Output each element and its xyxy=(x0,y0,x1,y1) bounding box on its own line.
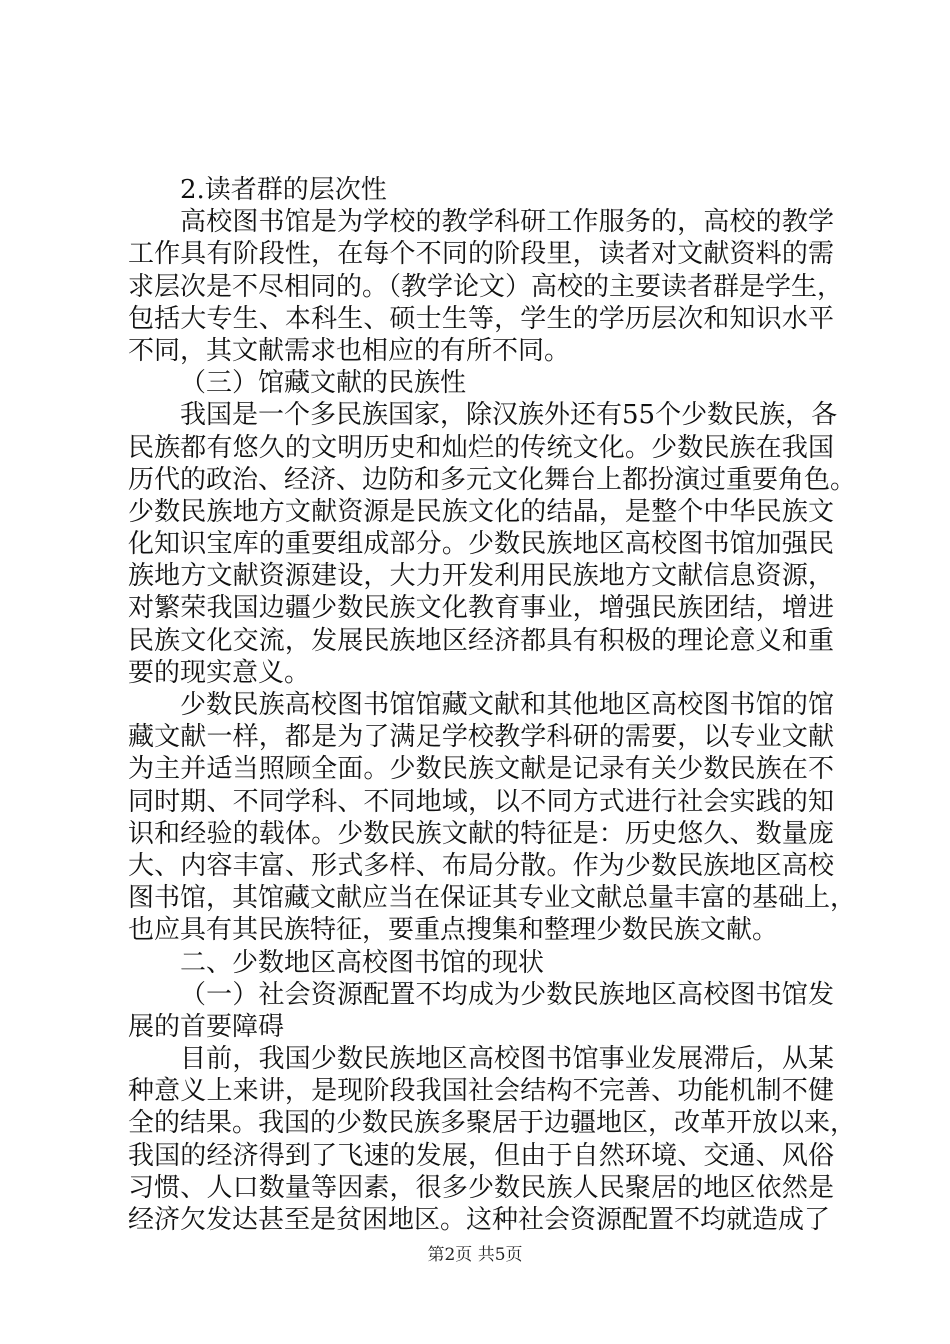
text-line: 展的首要障碍 xyxy=(128,1011,285,1042)
paragraph-ethnic-diversity xyxy=(128,399,857,689)
text-line: 目前，我国少数民族地区高校图书馆事业发展滞后，从某 xyxy=(180,1044,834,1075)
text-line: 经济欠发达甚至是贫困地区。这种社会资源配置不均就造成了 xyxy=(128,1205,831,1235)
text-line: 也应具有其民族特征，要重点搜集和整理少数民族文献。 xyxy=(128,915,779,946)
text-line: （一）社会资源配置不均成为少数民族地区高校图书馆发 xyxy=(180,979,834,1010)
text-line: 工作具有阶段性，在每个不同的阶段里，读者对文献资料的需 xyxy=(128,239,834,270)
paragraph-development-lag xyxy=(128,1043,857,1236)
text-line: 历代的政治、经济、边防和多元文化舞台上都扮演过重要角色。 xyxy=(128,464,857,495)
text-line: 种意义上来讲，是现阶段我国社会结构不完善、功能机制不健 xyxy=(128,1076,834,1107)
text-line: 为主并适当照顾全面。少数民族文献是记录有关少数民族在不 xyxy=(128,754,834,785)
text-line: 大、内容丰富、形式多样、布局分散。作为少数民族地区高校 xyxy=(128,850,834,881)
text-line: 同时期、不同学科、不同地域，以不同方式进行社会实践的知 xyxy=(128,786,834,817)
text-line: 少数民族高校图书馆馆藏文献和其他地区高校图书馆的馆 xyxy=(180,690,834,720)
text-line: 高校图书馆是为学校的教学科研工作服务的，高校的教学 xyxy=(180,207,834,238)
text-line: 二、少数地区高校图书馆的现状 xyxy=(180,947,545,978)
text-line: 我国的经济得到了飞速的发展，但由于自然环境、交通、风俗 xyxy=(128,1140,834,1171)
text-line: （三）馆藏文献的民族性 xyxy=(180,368,467,399)
text-line: 我国是一个多民族国家，除汉族外还有55个少数民族，各 xyxy=(180,400,838,431)
page-number: 第2页 共5页 xyxy=(427,1245,523,1265)
paragraph-reader-levels xyxy=(128,206,844,367)
heading-current-status xyxy=(128,947,834,979)
text-line: 识和经验的载体。少数民族文献的特征是：历史悠久、数量庞 xyxy=(128,818,834,849)
heading-resource-allocation xyxy=(128,979,834,1043)
text-line: 不同，其文献需求也相应的有所不同。 xyxy=(128,335,571,366)
text-line: 族地方文献资源建设，大力开发利用民族地方文献信息资源， xyxy=(128,561,834,592)
text-line: 对繁荣我国边疆少数民族文化教育事业，增强民族团结，增进 xyxy=(128,593,834,624)
text-line: 要的现实意义。 xyxy=(128,657,311,688)
heading-reader-levels xyxy=(128,174,834,206)
paragraph-collection-features xyxy=(128,689,857,947)
text-line: 习惯、人口数量等因素，很多少数民族人民聚居的地区依然是 xyxy=(128,1172,834,1203)
text-line: 少数民族地方文献资源是民族文化的结晶，是整个中华民族文 xyxy=(128,496,834,527)
heading-ethnic-collection xyxy=(128,367,834,399)
text-line: 全的结果。我国的少数民族多聚居于边疆地区，改革开放以来， xyxy=(128,1108,857,1139)
text-line: 藏文献一样，都是为了满足学校教学科研的需要，以专业文献 xyxy=(128,722,834,753)
text-line: 包括大专生、本科生、硕士生等，学生的学历层次和知识水平 xyxy=(128,303,834,334)
text-line: 图书馆，其馆藏文献应当在保证其专业文献总量丰富的基础上， xyxy=(128,883,857,914)
document-body xyxy=(128,174,857,1236)
text-line: 化知识宝库的重要组成部分。少数民族地区高校图书馆加强民 xyxy=(128,529,834,560)
text-line: 民族文化交流，发展民族地区经济都具有积极的理论意义和重 xyxy=(128,625,834,656)
page-footer xyxy=(0,1244,950,1266)
text-line: 求层次是不尽相同的。（教学论文）高校的主要读者群是学生， xyxy=(128,271,844,302)
text-line: 2.读者群的层次性 xyxy=(180,175,387,205)
text-line: 民族都有悠久的文明历史和灿烂的传统文化。少数民族在我国 xyxy=(128,432,834,463)
